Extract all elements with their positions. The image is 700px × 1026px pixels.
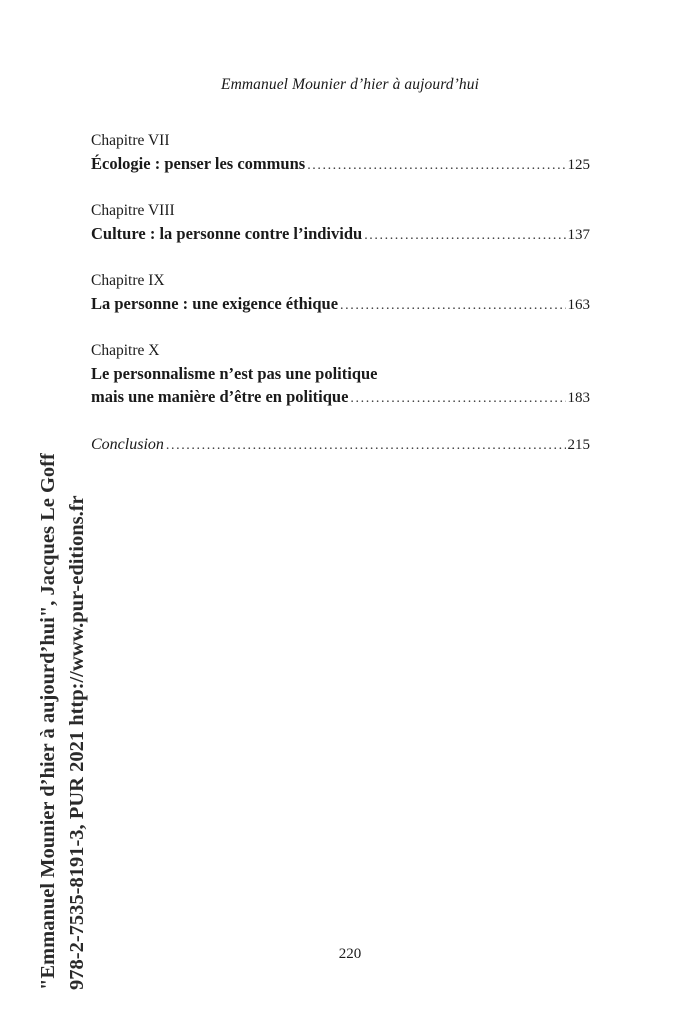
toc-entry-chapter-x <box>91 340 590 410</box>
side-note-line-2: 978-2-7535-8191-3, PUR 2021 http://www.pur-editions.fr <box>66 495 88 990</box>
running-head: Emmanuel Mounier d’hier à aujourd’hui <box>221 76 479 93</box>
toc-title-line <box>91 152 590 177</box>
page-number: 125 <box>567 157 590 173</box>
toc-entry-chapter-ix <box>91 270 590 317</box>
chapter-label: Chapitre IX <box>91 272 165 289</box>
dot-leader <box>166 434 566 457</box>
dot-leader <box>364 224 565 247</box>
dot-leader <box>340 294 565 317</box>
dot-leader <box>350 387 565 410</box>
toc-entry-chapter-vii <box>91 130 590 177</box>
chapter-label: Chapitre VIII <box>91 202 175 219</box>
page-number-footer: 220 <box>338 946 362 962</box>
toc-title-line <box>91 292 590 317</box>
toc-entry-conclusion <box>91 433 590 457</box>
side-note-line-1: "Emmanuel Mounier d’hier à aujourd’hui", Jacques Le Goff <box>37 453 59 990</box>
dot-leader <box>307 154 565 177</box>
chapter-title-line-2: mais une manière d’être en politique <box>91 387 349 406</box>
chapter-title: La personne : une exigence éthique <box>91 294 339 313</box>
page-number: 183 <box>567 390 590 406</box>
toc-title-line <box>91 362 590 385</box>
chapter-title: Culture : la personne contre l’individu <box>91 224 363 243</box>
toc-entry-chapter-viii <box>91 200 590 247</box>
toc-title-line <box>91 222 590 247</box>
chapter-title-line-1: Le personnalisme n’est pas une politique <box>91 364 378 383</box>
chapter-label: Chapitre VII <box>91 132 170 149</box>
toc-title-line <box>91 385 590 410</box>
page-number: 215 <box>567 437 590 453</box>
chapter-title: Écologie : penser les communs <box>91 154 306 173</box>
table-of-contents <box>91 130 590 480</box>
conclusion-title: Conclusion <box>91 436 164 453</box>
copyright-side-note <box>34 453 92 990</box>
page-number: 163 <box>567 297 590 313</box>
chapter-label: Chapitre X <box>91 342 160 359</box>
toc-title-line <box>91 433 590 457</box>
page-number: 137 <box>567 227 590 243</box>
